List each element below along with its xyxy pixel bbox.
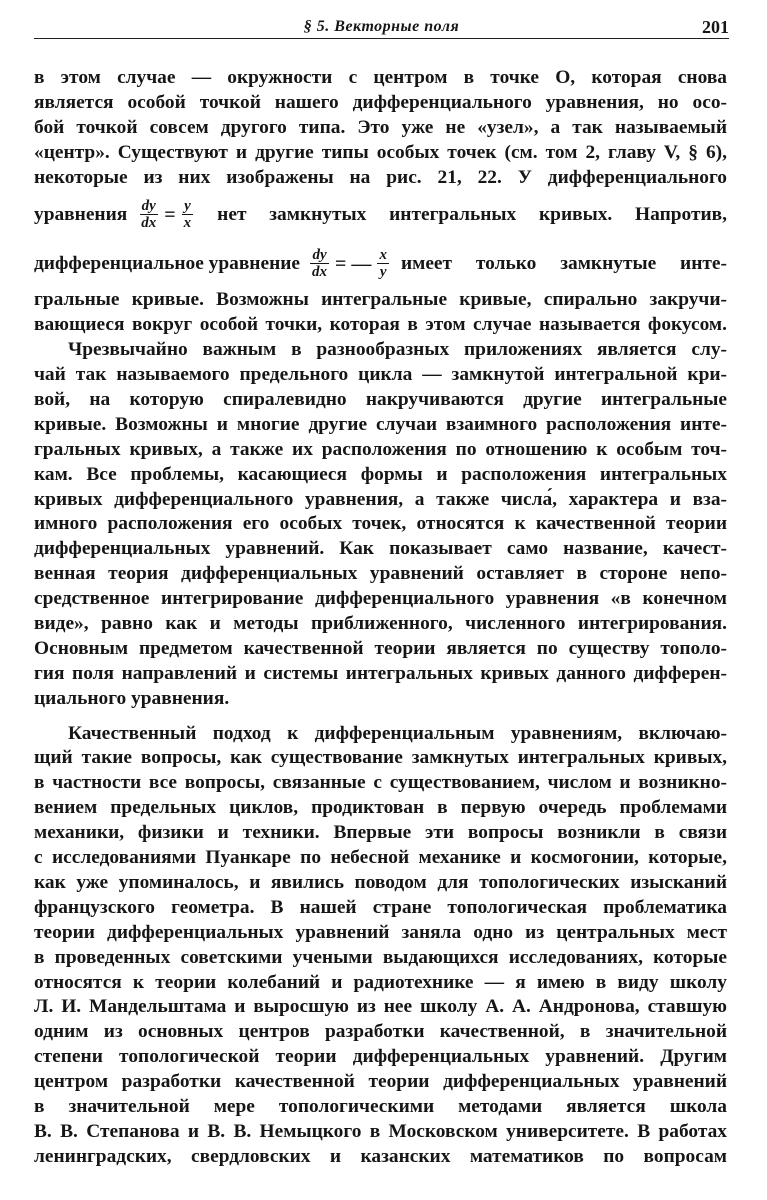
text-line: венная теория дифференциальных уравнений оставляет в стороне непо- <box>34 563 727 585</box>
denominator: dx <box>141 215 157 232</box>
formula-line-1 <box>34 190 727 239</box>
text-line: чай так называемого предельного цикла — замкнутой интегральной кри- <box>34 364 727 386</box>
text-line: одним из основных центров разработки качественной, в значительной <box>34 1021 727 1043</box>
text-line: механики, физики и техники. Впервые эти вопросы возникли в связи <box>34 822 727 844</box>
text-line: Качественный подход к дифференциальным уравнениям, включаю- <box>68 722 727 744</box>
paragraph-gap <box>34 712 727 722</box>
text-line: французского геометра. В нашей стране топологическая проблематика <box>34 896 727 918</box>
numerator: x <box>379 247 387 264</box>
equals-minus-sign: = — <box>335 252 372 275</box>
formula-1-prefix: уравнения <box>34 203 128 225</box>
text-line: центром разработки качественной теории дифференциальных уравнений <box>34 1071 727 1093</box>
fraction-x-y <box>377 247 389 280</box>
formula-1-suffix: нет замкнутых интегральных кривых. Напротив, <box>217 203 727 225</box>
text-line: гральные кривые. Возможны интегральные кривые, спирально закручи- <box>34 289 727 311</box>
text-line: кривых дифференциального уравнения, а также числа́, характера и вза- <box>34 488 727 510</box>
text-line: степени топологической теории дифференциальных уравнений. Другим <box>34 1046 727 1068</box>
formula-1-group <box>34 198 195 231</box>
text-line: с исследованиями Пуанкаре по небесной механике и космогонии, которые, <box>34 847 727 869</box>
text-line: виде», равно как и методы приближенного, численного интегрирования. <box>34 613 727 635</box>
text-line: является особой точкой нашего дифференциального уравнения, но осо- <box>34 91 727 113</box>
paragraph-3 <box>34 722 727 1170</box>
numerator: dy <box>312 247 327 264</box>
text-line: щий такие вопросы, как существование замкнутых интегральных кривых, <box>34 747 727 769</box>
numerator: dy <box>141 198 156 215</box>
text-line: кам. Все проблемы, касающиеся формы и расположения интегральных <box>34 463 727 485</box>
text-line: вающиеся вокруг особой точки, которая в этом случае называется фокусом. <box>34 314 727 336</box>
denominator: x <box>183 215 192 232</box>
body-text <box>34 66 727 1170</box>
denominator: dx <box>312 264 328 281</box>
text-line: Чрезвычайно важным в разнообразных приложениях является слу- <box>68 339 727 361</box>
fraction-dy-dx <box>139 198 158 231</box>
fraction-y-x <box>182 198 194 231</box>
numerator: y <box>184 198 191 215</box>
equals-sign: = <box>164 203 176 226</box>
paragraph-1 <box>34 66 727 338</box>
text-line: кривые. Возможны и многие другие случаи взаимного расположения инте- <box>34 413 727 435</box>
text-line: имного расположения его особых точек, относятся к качественной теории <box>34 513 727 535</box>
formula-2-group <box>34 247 391 280</box>
text-line: в проведенных советскими учеными выдающихся исследованиях, которые <box>34 946 727 968</box>
text-line: «центр». Существуют и другие типы особых точек (см. том 2, главу V, § 6), <box>34 141 727 163</box>
text-line: В. В. Степанова и В. В. Немыцкого в Московском университете. В работах <box>34 1120 727 1142</box>
text-line: вой, на которую спиралевидно накручиваются другие интегральные <box>34 389 727 411</box>
text-line: теории дифференциальных уравнений заняла одно из центральных мест <box>34 921 727 943</box>
text-line: в значительной мере топологическими методами является школа <box>34 1095 727 1117</box>
text-line: гия поля направлений и системы интегральных кривых данного дифферен- <box>34 662 727 684</box>
formula-line-2 <box>34 239 727 288</box>
text-line: бой точкой совсем другого типа. Это уже не «узел», а так называемый <box>34 116 727 138</box>
paragraph-2 <box>34 338 727 711</box>
page-number: 201 <box>702 17 729 37</box>
text-line: относятся к теории колебаний и радиотехнике — я имею в виду школу <box>34 971 727 993</box>
formula-2-suffix: имеет только замкнутые инте- <box>400 252 727 274</box>
section-title: § 5. Векторные поля <box>303 18 460 35</box>
running-header <box>34 8 729 39</box>
text-line: циального уравнения. <box>34 687 230 709</box>
text-line: гральных кривых, а также их расположения по отношению к особым точ- <box>34 438 727 460</box>
text-line: некоторые из них изображены на рис. 21, 22. У дифференциального <box>34 166 727 188</box>
text-line: дифференциальных уравнений. Как показывает само название, качест- <box>34 538 727 560</box>
text-line: Л. И. Мандельштама и выросшую из нее школу А. А. Андронова, ставшую <box>34 996 727 1018</box>
text-line: ленинградских, свердловских и казанских математиков по вопросам <box>34 1145 727 1167</box>
text-line: средственное интегрирование дифференциального уравнения «в конечном <box>34 588 727 610</box>
denominator: y <box>379 264 387 281</box>
text-line: в этом случае — окружности с центром в точке O, которая снова <box>34 67 727 88</box>
formula-2-prefix: дифференциальное уравнение <box>34 252 301 274</box>
text-line: Основным предметом качественной теории является по существу тополо- <box>34 637 727 659</box>
text-line: в частности все вопросы, связанные с существованием, числом и возникно- <box>34 772 727 794</box>
text-line: вением предельных циклов, продиктован в первую очередь проблемами <box>34 797 727 819</box>
fraction-dy-dx <box>310 247 329 280</box>
text-line: как уже упоминалось, и явились поводом для топологических изысканий <box>34 871 727 893</box>
